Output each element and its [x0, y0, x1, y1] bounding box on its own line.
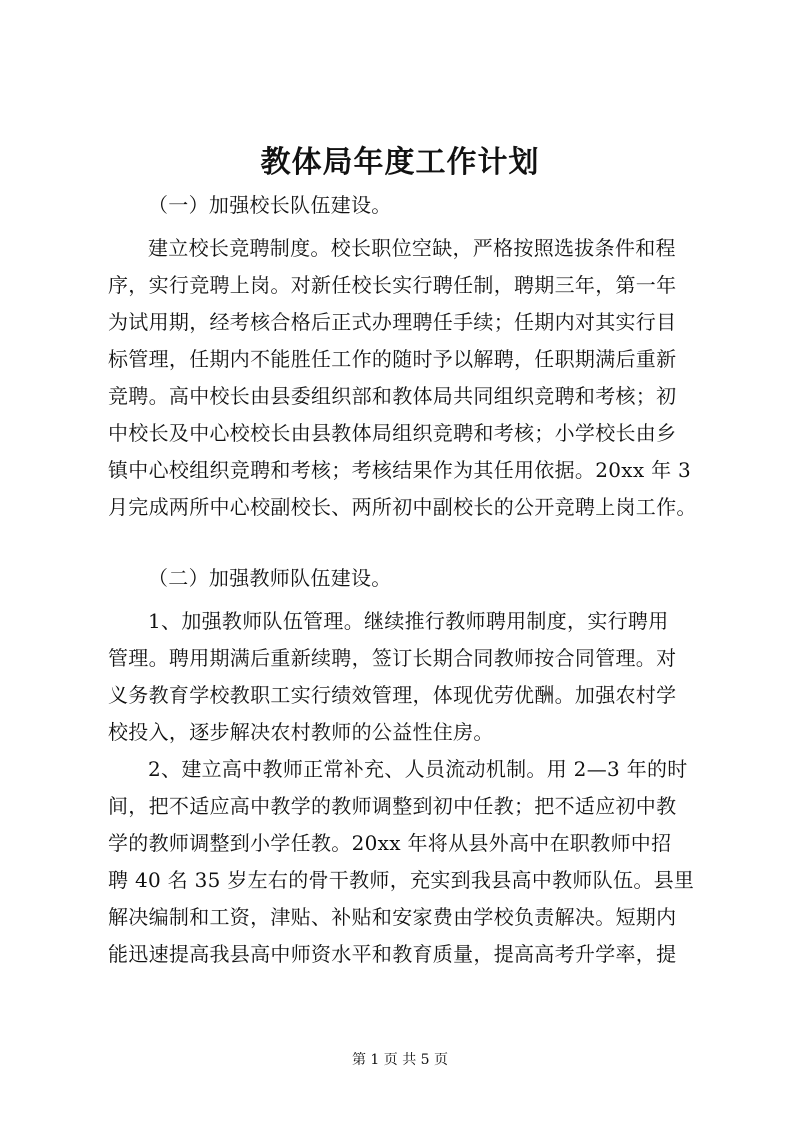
- paragraph-line: 解决编制和工资，津贴、补贴和安家费由学校负责解决。短期内: [108, 905, 677, 929]
- paragraph-line: 管理。聘用期满后重新续聘，签订长期合同教师按合同管理。对: [108, 646, 677, 670]
- paragraph-line: 为试用期，经考核合格后正式办理聘任手续；任期内对其实行目: [108, 310, 677, 334]
- paragraph-line: 2、建立高中教师正常补充、人员流动机制。用 2—3 年的时: [148, 757, 688, 781]
- paragraph-line: 校投入，逐步解决农村教师的公益性住房。: [108, 720, 494, 744]
- paragraph-line: 能迅速提高我县高中师资水平和教育质量，提高高考升学率，提: [108, 942, 677, 966]
- paragraph-line: 学的教师调整到小学任教。20xx 年将从县外高中在职教师中招: [108, 831, 672, 855]
- paragraph-line: 月完成两所中心校副校长、两所初中副校长的公开竞聘上岗工作。: [108, 495, 697, 519]
- page-footer: 第 1 页 共 5 页: [351, 1052, 449, 1068]
- paragraph-line: 间，把不适应高中教学的教师调整到初中任教；把不适应初中教: [108, 794, 677, 818]
- paragraph-line: 1、加强教师队伍管理。继续推行教师聘用制度，实行聘用: [148, 609, 669, 633]
- paragraph-line: 聘 40 名 35 岁左右的骨干教师，充实到我县高中教师队伍。县里: [108, 868, 695, 892]
- paragraph-line: 序，实行竞聘上岗。对新任校长实行聘任制，聘期三年，第一年: [108, 273, 677, 297]
- document-title: 教体局年度工作计划: [260, 145, 540, 180]
- section-heading-2: （二）加强教师队伍建设。: [148, 566, 392, 590]
- paragraph-line: 镇中心校组织竞聘和考核；考核结果作为其任用依据。20xx 年 3: [108, 458, 692, 482]
- paragraph-line: 标管理，任期内不能胜任工作的随时予以解聘，任职期满后重新: [108, 347, 677, 371]
- paragraph-line: 建立校长竞聘制度。校长职位空缺，严格按照选拔条件和程: [148, 236, 676, 260]
- paragraph-line: 竞聘。高中校长由县委组织部和教体局共同组织竞聘和考核；初: [108, 384, 677, 408]
- paragraph-line: 义务教育学校教职工实行绩效管理，体现优劳优酬。加强农村学: [108, 683, 677, 707]
- section-heading-1: （一）加强校长队伍建设。: [148, 193, 392, 217]
- paragraph-line: 中校长及中心校校长由县教体局组织竞聘和考核；小学校长由乡: [108, 421, 677, 445]
